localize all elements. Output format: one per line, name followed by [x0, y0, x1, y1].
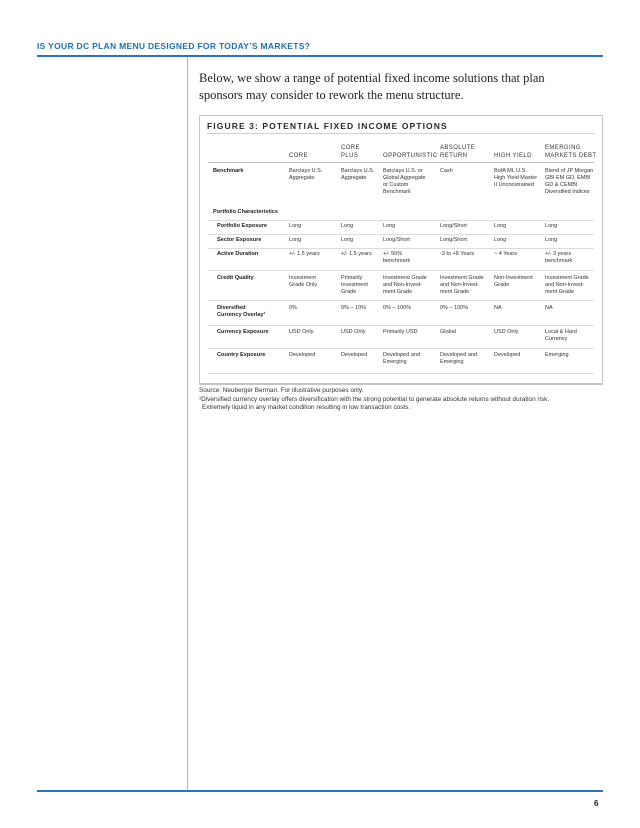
section-label: Portfolio Characteristics — [213, 209, 278, 215]
table-cell: Long — [545, 237, 558, 243]
table-cell: BofA ML U.S. High Yield Master II Unconstrained — [494, 168, 538, 188]
row-label: Diversified Currency Overlay¹ — [217, 305, 266, 318]
footnote-line-1: ¹Diversified currency overlay offers diversification with the strong potential to generate absolute returns without duration risk. — [199, 395, 550, 403]
row-label: Credit Quality — [217, 275, 254, 281]
table-cell: Long/Short — [440, 237, 467, 243]
row-divider — [208, 325, 594, 326]
table-cell: Primarily USD — [383, 329, 418, 335]
row-divider — [208, 248, 594, 249]
table-cell: +/- 3 years benchmark — [545, 251, 573, 264]
table-cell: -3 to +8 Years — [440, 251, 475, 257]
table-cell: Investment Grade and Non-Invest- ment Grade — [545, 275, 589, 295]
table-cell: Long — [545, 223, 558, 229]
table-cell: Global — [440, 329, 456, 335]
table-cell: Long — [494, 237, 507, 243]
row-divider — [208, 234, 594, 235]
table-cell: ~ 4 Years — [494, 251, 518, 257]
table-cell: 0% – 10% — [341, 305, 367, 311]
table-cell: Long — [341, 237, 354, 243]
column-header-rule — [208, 162, 594, 163]
table-cell: Developed — [289, 352, 316, 358]
table-cell: Cash — [440, 168, 453, 174]
table-cell: Local & Hard Currency — [545, 329, 577, 342]
row-label: Currency Exposure — [217, 329, 269, 335]
table-cell: Developed and Emerging — [383, 352, 421, 365]
table-cell: Developed and Emerging — [440, 352, 478, 365]
table-cell: Developed — [494, 352, 521, 358]
table-cell: +/- 1.5 years — [341, 251, 372, 257]
table-cell: Primarily Investment Grade — [341, 275, 368, 295]
column-header: CORE — [289, 153, 308, 159]
table-cell: Long — [289, 237, 302, 243]
row-divider — [208, 348, 594, 349]
table-cell: USD Only — [494, 329, 519, 335]
source-note: Source: Neuberger Berman. For illustrative purposes only. — [199, 387, 364, 394]
row-label: Portfolio Exposure — [217, 223, 268, 229]
row-divider — [208, 373, 594, 374]
table-cell: USD Only — [289, 329, 314, 335]
footer-rule — [37, 790, 603, 792]
column-header: ABSOLUTE RETURN — [440, 145, 476, 159]
table-cell: Investment Grade Only — [289, 275, 318, 288]
column-header: HIGH YIELD — [494, 153, 532, 159]
table-cell: NA — [545, 305, 553, 311]
table-cell: Barclays U.S. Aggregate — [289, 168, 323, 181]
table-cell: Blend of JP Morgan GBI EM GD, EMBI GD & CEMBI Diversified Indices — [545, 168, 594, 195]
row-label: Active Duration — [217, 251, 259, 257]
table-cell: Long — [289, 223, 302, 229]
page-number: 6 — [594, 799, 599, 808]
table-cell: Barclays U.S. Aggregate — [341, 168, 375, 181]
row-divider — [208, 270, 594, 271]
header-rule — [37, 55, 603, 57]
table-cell: Long — [494, 223, 507, 229]
intro-paragraph: Below, we show a range of potential fixed income solutions that plan sponsors may consider to rework the menu structure. — [199, 71, 545, 102]
row-label: Country Exposure — [217, 352, 266, 358]
table-cell: Emerging — [545, 352, 569, 358]
table-cell: Long/Short — [383, 237, 410, 243]
row-divider — [208, 300, 594, 301]
margin-divider — [187, 57, 188, 790]
table-cell: Barclays U.S. or Global Aggregate or Custom Benchmark — [383, 168, 426, 195]
table-cell: 0% – 100% — [440, 305, 469, 311]
row-label: Sector Exposure — [217, 237, 262, 243]
column-header: OPPORTUNISTIC — [383, 153, 438, 159]
footnote-line-2: Extremely liquid in any market condition resulting in low transaction costs. — [202, 404, 411, 411]
column-header: EMERGING MARKETS DEBT — [545, 145, 597, 159]
table-cell: NA — [494, 305, 502, 311]
row-label-benchmark: Benchmark — [213, 168, 244, 174]
table-cell: 0% — [289, 305, 297, 311]
table-cell: USD Only — [341, 329, 366, 335]
table-cell: Non-Investment Grade — [494, 275, 533, 288]
table-cell: +/- 1.5 years — [289, 251, 320, 257]
figure-notes — [199, 387, 609, 413]
figure-title: FIGURE 3: POTENTIAL FIXED INCOME OPTIONS — [207, 121, 448, 131]
table-cell: 0% – 100% — [383, 305, 412, 311]
column-header: CORE PLUS — [341, 145, 360, 159]
row-divider — [208, 220, 594, 221]
running-header: IS YOUR DC PLAN MENU DESIGNED FOR TODAY’S MARKETS? — [37, 41, 311, 51]
table-cell: Long — [383, 223, 396, 229]
table-cell: Investment Grade and Non-Invest- ment Grade — [440, 275, 484, 295]
figure-title-rule — [207, 133, 594, 134]
table-cell: Long — [341, 223, 354, 229]
table-cell: Developed — [341, 352, 368, 358]
table-cell: +/- 50% benchmark — [383, 251, 411, 264]
table-cell: Long/Short — [440, 223, 467, 229]
table-cell: Investment Grade and Non-Invest- ment Grade — [383, 275, 427, 295]
